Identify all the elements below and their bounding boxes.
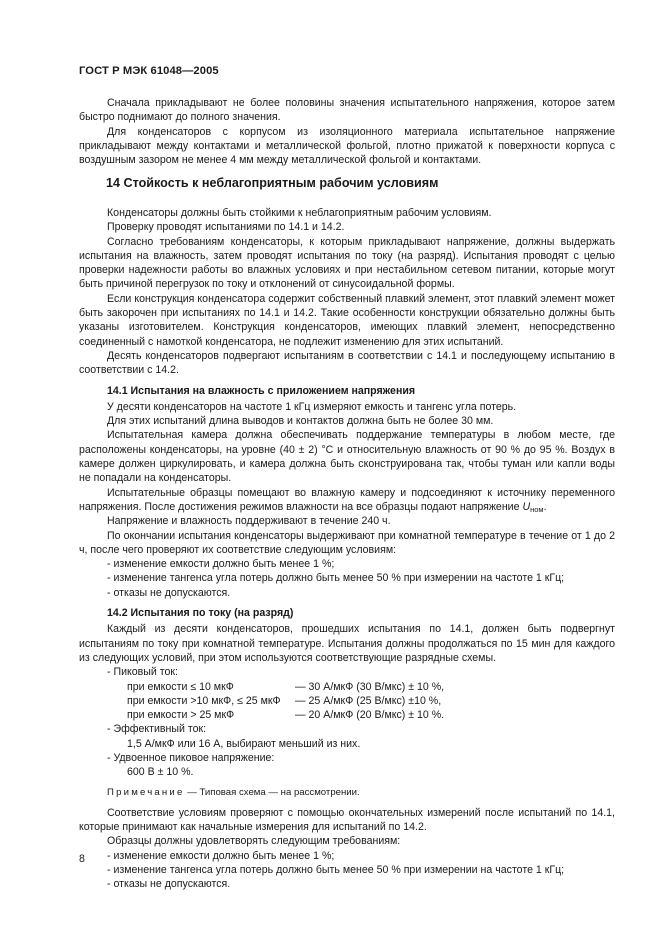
paragraph: Конденсаторы должны быть стойкими к неблагоприятным рабочим условиям. (107, 207, 492, 219)
paragraph: Десять конденсаторов подвергают испытаниям в соответствии с 14.1 и последующему испытанию в соответствии с 14.2. (79, 349, 615, 377)
list-item: - отказы не допускаются. (107, 878, 231, 891)
note (79, 786, 615, 800)
section-14-title: 14 Стойкость к неблагоприятным рабочим условиям (106, 176, 439, 190)
section-14-body (79, 206, 615, 892)
note-label: Примечание (107, 786, 185, 798)
list-value: 1,5 А/мкФ или 16 А, выбирают меньший из них. (127, 737, 361, 750)
list-item: - изменение емкости должно быть менее 1 %; (107, 849, 335, 862)
standard-header: ГОСТ Р МЭК 61048—2005 (79, 65, 219, 77)
paragraph: Для этих испытаний длина выводов и контактов должна быть не более 30 мм. (107, 415, 494, 428)
paragraph (79, 486, 615, 515)
paragraph: Если конструкция конденсатора содержит собственный плавкий элемент, этот плавкий элемент может быть закорочен при испытаниях по 14.1 и 14.2. Такие особенности конструкции обязательно должны быть указаны изготовителем. Конструкция конденсаторов, имеющих плавкий элемент, непосредственно соединенный с намоткой конденсатора, не подлежит изменению для этих испытаний. (79, 292, 615, 348)
paragraph: Образцы должны удовлетворять следующим требованиям: (107, 835, 401, 848)
subsection-14-2-title: 14.2 Испытания по току (на разряд) (107, 607, 294, 620)
paragraph: Соответствие условиям проверяют с помощью окончательных измерений после испытаний по 14.1, которые принимают как начальные измерения для испытаний по 14.2. (79, 806, 615, 834)
paragraph: Согласно требованиям конденсаторы, к которым прикладывают напряжение, должны выдержать испытания на влажность, затем проводят испытания по току (на разряд). Испытания проводят с целью проверки надежности работы во влажных условиях и при нестабильном сетевом питании, которые могут быть причиной перегрузок по току и отклонений от синусоидальной формы. (79, 235, 615, 291)
peak-value: — 20 А/мкФ (20 В/мкс) ± 10 %. (295, 709, 445, 722)
page-number: 8 (79, 853, 85, 865)
list-item: - изменение тангенса угла потерь должно быть менее 50 % при измерении на частоте 1 кГц; (107, 864, 565, 877)
paragraph: Испытательная камера должна обеспечивать поддержание температуры в любом месте, где расположены конденсаторы, на уровне (40 ± 2) °С и относительную влажность от 90 % до 95 %. Воздух в камере должен циркулировать, и камера должна быть сконструирована так, чтобы туман или капли воды не попадали на конденсаторы. (79, 429, 615, 485)
paragraph: Проверку проводят испытаниями по 14.1 и 14.2. (107, 221, 345, 234)
paragraph-text: Испытательные образцы помещают во влажную камеру и подсоединяют к источнику переменного напряжения. После достижения режимов влажности на все образцы подают напряжение (79, 486, 615, 513)
voltage-subscript: ном (530, 504, 544, 514)
intro-paragraph: Сначала прикладывают не более половины значения испытательного напряжения, которое затем быстро поднимают до полного значения. (79, 97, 615, 124)
peak-condition: при емкости ≤ 10 мкФ (127, 680, 234, 693)
list-item: - Удвоенное пиковое напряжение: (107, 751, 275, 764)
list-item: - изменение емкости должно быть менее 1 %; (107, 558, 335, 571)
list-item: - изменение тангенса угла потерь должно быть менее 50 % при измерении на частоте 1 кГц; (107, 572, 565, 585)
peak-row (79, 708, 615, 722)
list-item: - Эффективный ток: (107, 723, 207, 736)
intro-block (79, 96, 615, 167)
list-value: 600 В ± 10 %. (127, 766, 194, 779)
peak-row (79, 694, 615, 708)
paragraph: По окончании испытания конденсаторы выдерживают при комнатной температуре в течение от 1 до 2 ч, после чего проверяют их соответствие следующим условиям: (79, 529, 615, 556)
subsection-14-1-title: 14.1 Испытания на влажность с приложением напряжения (107, 384, 416, 397)
list-item: - Пиковый ток: (107, 666, 178, 679)
intro-paragraph: Для конденсаторов с корпусом из изоляционного материала испытательное напряжение прикладывают между контактами и металлической фольгой, плотно прижатой к поверхности корпуса с воздушным зазором не менее 4 мм между металлической фольгой и контактами. (79, 125, 615, 167)
paragraph-end: . (543, 500, 547, 513)
paragraph: Каждый из десяти конденсаторов, прошедших испытания по 14.1, должен быть подвергнут испытаниям по току при комнатной температуре. Испытания должны продолжаться по 15 мин для каждого из следующих условий, при этом используются соответствующие разрядные схемы. (79, 623, 615, 664)
list-item: - отказы не допускаются. (107, 586, 231, 599)
peak-condition: при емкости >10 мкФ, ≤ 25 мкФ (127, 694, 281, 707)
note-text: — Типовая схема — на рассмотрении. (184, 786, 360, 798)
paragraph: Напряжение и влажность поддерживают в течение 240 ч. (107, 515, 391, 528)
peak-condition: при емкости > 25 мкФ (127, 709, 235, 722)
peak-value: — 30 А/мкФ (30 В/мкс) ± 10 %, (295, 680, 445, 693)
peak-row (79, 680, 615, 694)
peak-value: — 25 А/мкФ (25 В/мкс) ±10 %, (295, 694, 442, 707)
voltage-symbol: U (522, 500, 531, 513)
paragraph: У десяти конденсаторов на частоте 1 кГц измеряют емкость и тангенс угла потерь. (107, 400, 517, 413)
